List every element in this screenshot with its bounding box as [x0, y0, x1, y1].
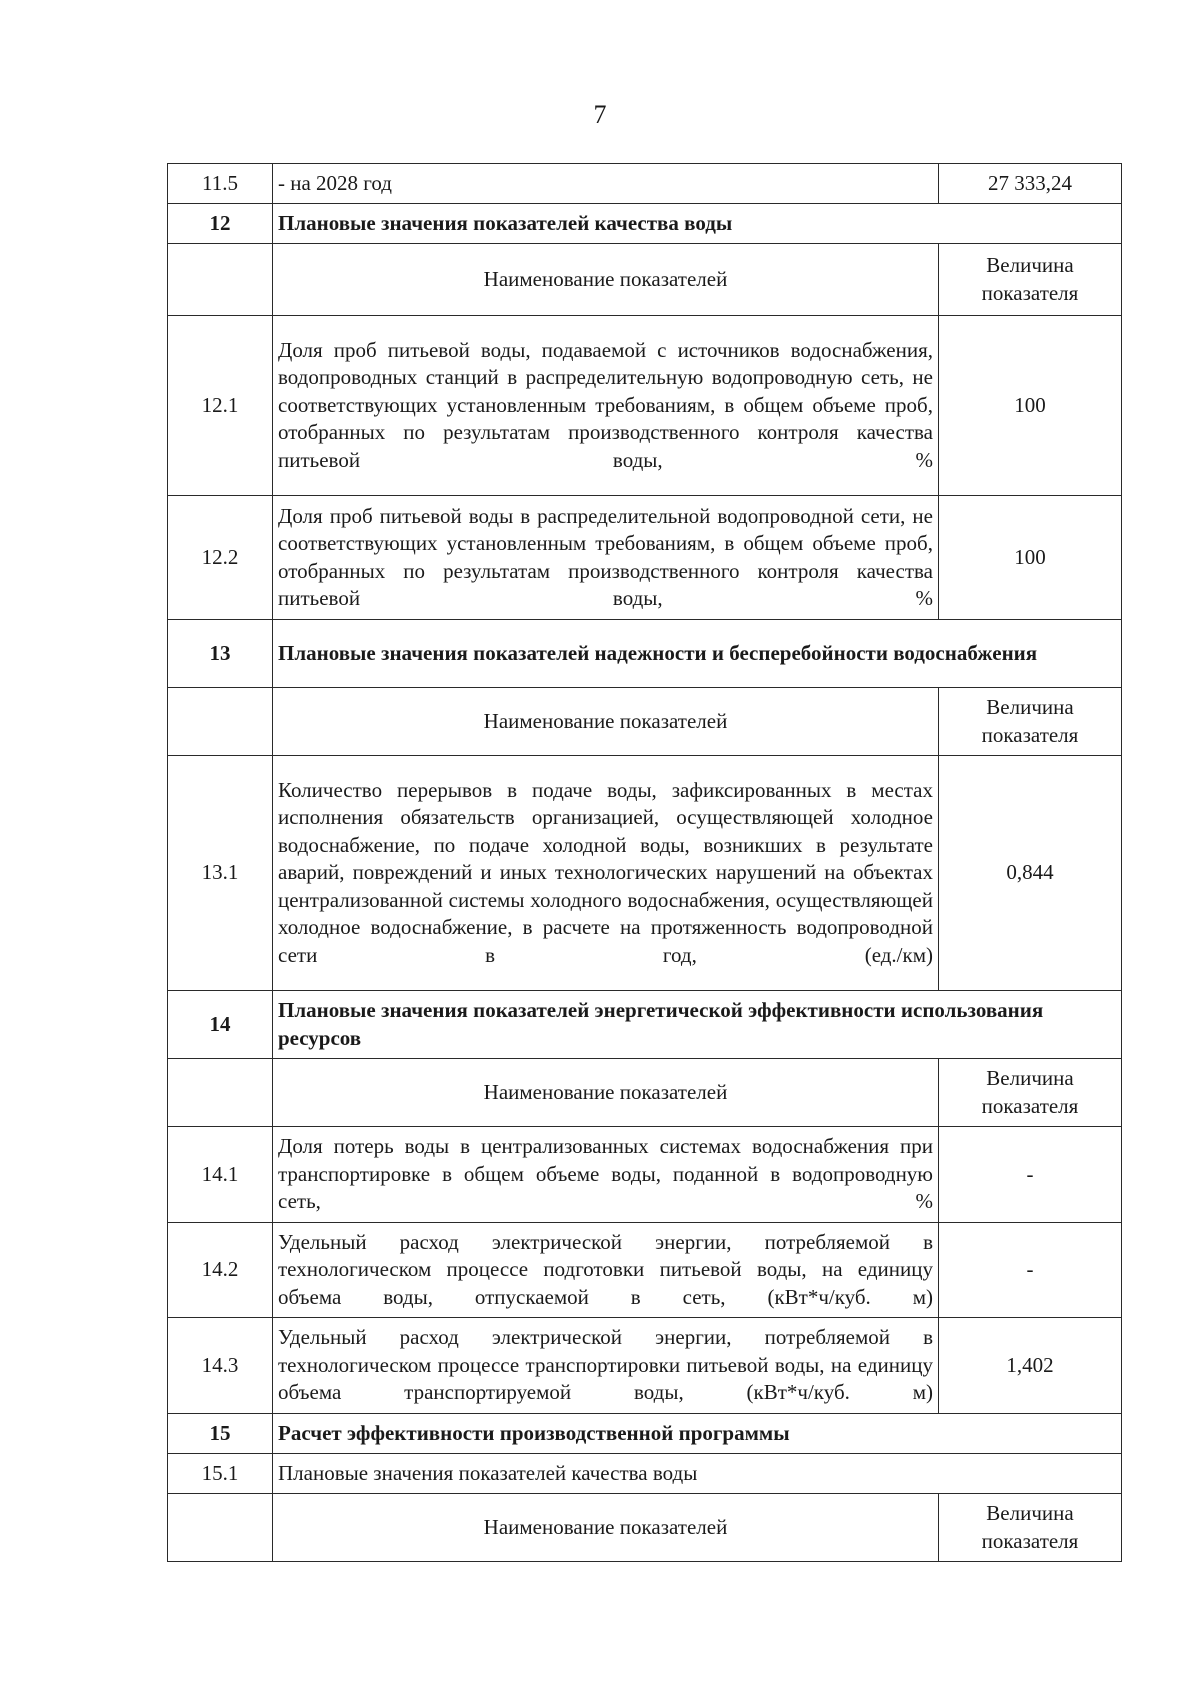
row-value: 100 — [939, 316, 1122, 496]
section-title: Расчет эффективности производственной программы — [273, 1414, 1122, 1454]
empty-cell — [168, 244, 273, 316]
row-description: Количество перерывов в подаче воды, зафиксированных в местах исполнения обязательств организацией, осуществляющей холодное водоснабжение, по подаче холодной воды, возникших в результате аварий, повреждений и иных технологических нарушений на объектах централизованной системы холодного водоснабжения, осуществляющей холодное водоснабжение, в расчете на протяженность водопроводной сети в год, (ед./км) — [273, 756, 939, 991]
row-description: Удельный расход электрической энергии, потребляемой в технологическом процессе подготовки питьевой воды, на единицу объема воды, отпускаемой в сеть, (кВт*ч/куб. м) — [273, 1223, 939, 1318]
column-header-name: Наименование показателей — [273, 688, 939, 756]
row-description: - на 2028 год — [273, 164, 939, 204]
indicators-table — [167, 163, 1122, 1562]
row-value: - — [939, 1127, 1122, 1223]
section-number: 15 — [168, 1414, 273, 1454]
column-header-name: Наименование показателей — [273, 1059, 939, 1127]
row-description: Удельный расход электрической энергии, потребляемой в технологическом процессе транспортировки питьевой воды, на единицу объема транспортируемой воды, (кВт*ч/куб. м) — [273, 1318, 939, 1414]
row-value: - — [939, 1223, 1122, 1318]
row-number: 14.3 — [168, 1318, 273, 1414]
table-row — [168, 1454, 1122, 1494]
row-value: 27 333,24 — [939, 164, 1122, 204]
row-number: 15.1 — [168, 1454, 273, 1494]
section-title: Плановые значения показателей энергетической эффективности использования ресурсов — [273, 991, 1122, 1059]
row-number: 12.2 — [168, 496, 273, 620]
column-header-value: Величина показателя — [939, 1059, 1122, 1127]
section-row — [168, 620, 1122, 688]
section-number: 13 — [168, 620, 273, 688]
section-row — [168, 991, 1122, 1059]
row-number: 11.5 — [168, 164, 273, 204]
section-title: Плановые значения показателей качества воды — [273, 204, 1122, 244]
header-row — [168, 688, 1122, 756]
section-title: Плановые значения показателей надежности и бесперебойности водоснабжения — [273, 620, 1122, 688]
table-row — [168, 164, 1122, 204]
column-header-name: Наименование показателей — [273, 244, 939, 316]
row-value: 0,844 — [939, 756, 1122, 991]
row-value: 1,402 — [939, 1318, 1122, 1414]
table-row — [168, 1223, 1122, 1318]
header-row — [168, 244, 1122, 316]
section-row — [168, 204, 1122, 244]
column-header-value: Величина показателя — [939, 688, 1122, 756]
column-header-value: Величина показателя — [939, 244, 1122, 316]
row-number: 12.1 — [168, 316, 273, 496]
section-row — [168, 1414, 1122, 1454]
header-row — [168, 1059, 1122, 1127]
row-number: 14.2 — [168, 1223, 273, 1318]
row-description: Доля проб питьевой воды, подаваемой с источников водоснабжения, водопроводных станций в распределительную водопроводную сеть, не соответствующих установленным требованиям, в общем объеме проб, отобранных по результатам производственного контроля качества питьевой воды, % — [273, 316, 939, 496]
row-number: 14.1 — [168, 1127, 273, 1223]
section-number: 14 — [168, 991, 273, 1059]
row-description: Доля потерь воды в централизованных системах водоснабжения при транспортировке в общем объеме воды, поданной в водопроводную сеть, % — [273, 1127, 939, 1223]
row-number: 13.1 — [168, 756, 273, 991]
row-value: 100 — [939, 496, 1122, 620]
column-header-name: Наименование показателей — [273, 1494, 939, 1562]
section-number: 12 — [168, 204, 273, 244]
column-header-value: Величина показателя — [939, 1494, 1122, 1562]
empty-cell — [168, 1494, 273, 1562]
empty-cell — [168, 688, 273, 756]
page-number: 7 — [593, 100, 607, 129]
table-row — [168, 756, 1122, 991]
table-row — [168, 496, 1122, 620]
header-row — [168, 1494, 1122, 1562]
row-description: Плановые значения показателей качества воды — [273, 1454, 1122, 1494]
table-row — [168, 316, 1122, 496]
empty-cell — [168, 1059, 273, 1127]
table-row — [168, 1318, 1122, 1414]
table-row — [168, 1127, 1122, 1223]
row-description: Доля проб питьевой воды в распределительной водопроводной сети, не соответствующих установленным требованиям, в общем объеме проб, отобранных по результатам производственного контроля качества питьевой воды, % — [273, 496, 939, 620]
